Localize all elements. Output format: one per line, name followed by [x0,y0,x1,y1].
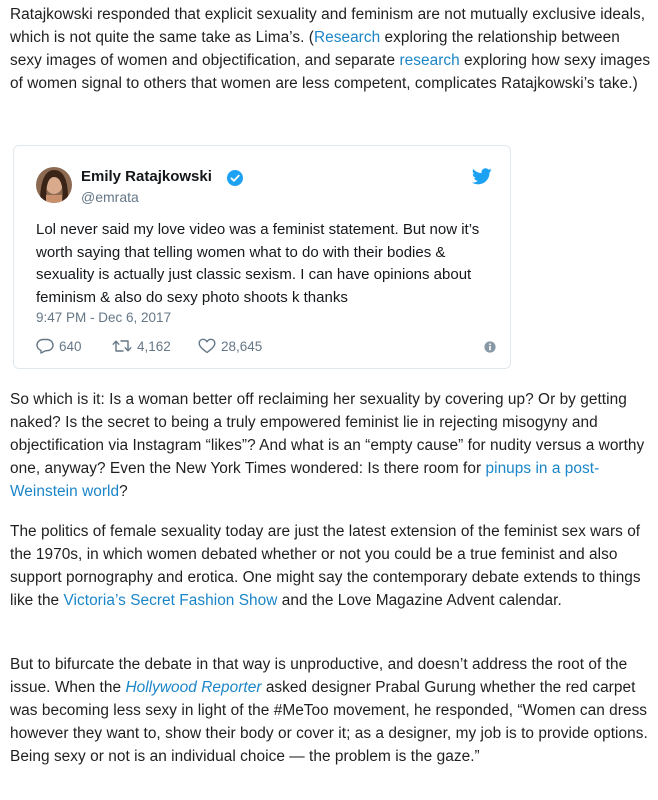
pinups-link[interactable]: pinups in a post-Weinstein world [10,460,600,500]
p2-text-2: ? [119,483,128,500]
verified-badge-icon [227,170,243,186]
tweet-text: Lol never said my love video was a feminist statement. But now it’s worth saying that telling women what to do with their bodies & sexuality is actually just classic sexism. I can have opinions about feminism & also do sexy photo shoots k thanks [36,221,480,306]
like-count: 28,645 [221,338,263,354]
p3-text-2: and the Love Magazine Advent calendar. [277,592,562,609]
p1-text-2: exploring the relationship between sexy images of women and objectification, and separate [10,29,620,69]
p3-text-1: The politics of female sexuality today are just the latest extension of the feminist sex wars of the 1970s, in which women debated whether or not you could be a true feminist and also support pornography and erotica. One might say the contemporary debate extends to things like the [10,523,641,609]
paragraph-4 [10,653,655,768]
tweet-timestamp[interactable]: 9:47 PM - Dec 6, 2017 [36,310,172,325]
research-link-1[interactable]: Research [313,29,381,46]
retweet-count: 4,162 [137,338,171,354]
p2-text-1: So which is it: Is a woman better off reclaiming her sexuality by covering up? Or by getting naked? Is the secret to being a truly empowered feminist lie in rejecting misogyny and objectification via Instagram “likes”? And what is an “empty cause” for nudity versus a worthy one, anyway? Even the New York Times wondered: Is there room for [10,391,645,477]
paragraph-1 [10,3,655,95]
retweet-button[interactable] [112,338,171,354]
hollywood-reporter-link[interactable]: Hollywood Reporter [125,679,262,696]
reply-button[interactable] [36,338,82,354]
victorias-secret-link[interactable]: Victoria’s Secret Fashion Show [63,592,278,609]
research-link-2[interactable]: research [399,52,460,69]
like-button[interactable] [198,338,262,354]
tweet-actions [36,338,496,358]
p1-text-1: Ratajkowski responded that explicit sexuality and feminism are not mutually exclusive ideals, which is not quite the same take as Lima’s. ( [10,6,646,46]
p4-text-2: asked designer Prabal Gurung whether the red carpet was becoming less sexy in light of the #MeToo movement, he responded, “Women can dress however they want to, show their body or cover it; as a designer, my job is to provide options. Being sexy or not is an individual choice — the problem is the gaze.” [10,679,648,765]
tweet-author-handle[interactable]: @emrata [81,189,139,205]
retweet-icon [112,338,132,354]
info-icon[interactable] [484,341,496,353]
p4-text-1: But to bifurcate the debate in that way is unproductive, and doesn’t address the root of the issue. When the [10,656,628,696]
avatar[interactable] [36,167,72,203]
tweet-author-name[interactable]: Emily Ratajkowski [81,168,212,185]
p1-text-3: exploring how sexy images of women signal to others that women are less competent, complicates Ratajkowski’s take.) [10,52,651,92]
reply-count: 640 [59,338,82,354]
paragraph-3 [10,520,655,612]
heart-icon [198,338,216,354]
paragraph-2 [10,388,655,503]
twitter-bird-icon[interactable] [472,168,492,185]
reply-icon [36,338,54,354]
embedded-tweet[interactable] [13,145,511,369]
